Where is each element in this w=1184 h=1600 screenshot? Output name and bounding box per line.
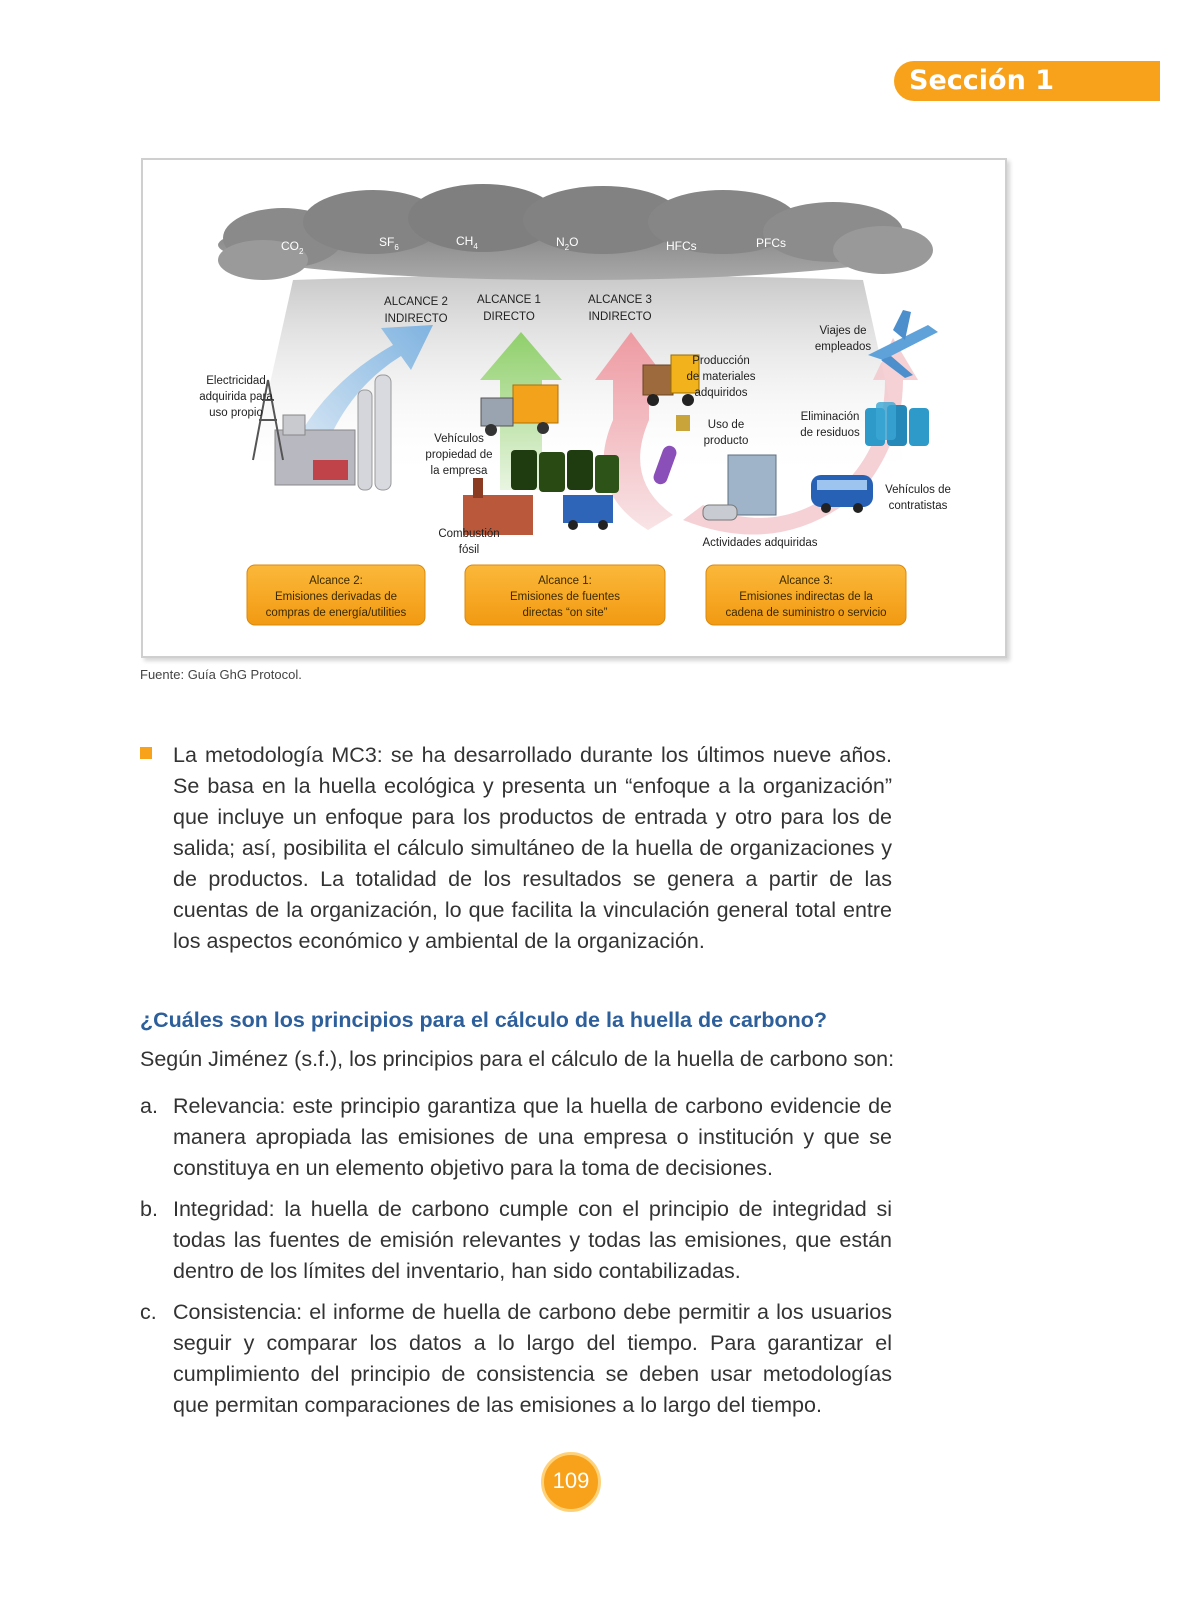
list-item <box>140 1091 892 1184</box>
bullet-square-icon <box>140 747 152 759</box>
scope1-arrow-label: ALCANCE 1 DIRECTO <box>477 294 541 323</box>
gas-co2: $CO_2$ <box>281 239 304 256</box>
waste-containers-illustration <box>865 402 929 446</box>
label-uso-producto: Uso de producto <box>703 419 749 447</box>
list-item <box>140 1297 892 1421</box>
intro-sentence: Según Jiménez (s.f.), los principios para el cálculo de la huella de carbono son: <box>140 1047 895 1071</box>
ghg-scopes-figure <box>141 158 1007 658</box>
scope3-box <box>706 565 906 625</box>
scope3-arrow-label: ALCANCE 3 INDIRECTO <box>588 294 652 323</box>
label-vehiculos-contratistas: Vehículos de contratistas <box>885 484 951 512</box>
scope2-box <box>247 565 425 625</box>
section-tab <box>894 61 1160 101</box>
label-combustion: Combustión fósil <box>438 528 500 556</box>
label-eliminacion: Eliminación de residuos <box>800 411 860 439</box>
gas-n2o: $N_2O$ <box>556 235 579 252</box>
page-number: 109 <box>541 1452 601 1512</box>
mc3-bullet <box>140 740 892 957</box>
list-marker: a. <box>140 1094 158 1118</box>
list-marker: b. <box>140 1197 158 1221</box>
label-viajes: Viajes de empleados <box>814 325 872 353</box>
list-marker: c. <box>140 1300 157 1324</box>
scope2-arrow-label: ALCANCE 2 INDIRECTO <box>384 296 448 325</box>
gas-pfcs: PFCs <box>756 236 786 250</box>
gas-ch4: $CH_4$ <box>456 234 478 251</box>
svg-text:Alcance 2:Emisiones derivadas: Alcance 2: Emisiones derivadas de compras de energía/utilities <box>265 575 407 619</box>
label-electricidad: Electricidad adquirida para uso propio <box>199 375 273 419</box>
list-item-text: Consistencia: el informe de huella de carbono debe permitir a los usuarios seguir y comparar los datos a lo largo del tiempo. Para garantizar el cumplimiento del principio de consistencia se deben usar metodologías que permitan comparaciones de las emisiones a lo largo del tiempo. <box>173 1300 892 1417</box>
list-item <box>140 1194 892 1287</box>
gas-cloud <box>218 184 933 280</box>
scope1-box <box>465 565 665 625</box>
section-label: Sección 1 <box>909 65 1054 96</box>
label-actividades: Actividades adquiridas <box>702 537 818 549</box>
list-item-text: Relevancia: este principio garantiza que la huella de carbono evidencie de manera apropiada las emisiones de una empresa o institución y que se constituya en un elemento objetivo para la toma de decisiones. <box>173 1094 892 1180</box>
section-heading: ¿Cuáles son los principios para el cálculo de la huella de carbono? <box>140 1008 827 1032</box>
mc3-paragraph: La metodología MC3: se ha desarrollado durante los últimos nueve años. Se basa en la huella ecológica y presenta un “enfoque a la organización” que incluye un enfoque para los productos de entrada y otro para los de salida; así, posibilita el cálculo simultáneo de la huella de organizaciones y de productos. La totalidad de los resultados se genera a partir de las cuentas de la organización, lo que facilita la vinculación general total entre los aspectos económico y ambiental de la organización. <box>173 743 892 953</box>
label-vehiculos-empresa: Vehículos propiedad de la empresa <box>425 433 493 477</box>
gas-sf6: $SF_6$ <box>379 235 399 252</box>
gas-hfcs: HFCs <box>666 239 697 253</box>
figure-source: Fuente: Guía GhG Protocol. <box>140 667 302 682</box>
label-produccion: Producción de materiales adquiridos <box>686 355 756 399</box>
list-item-text: Integridad: la huella de carbono cumple con el principio de integridad si todas las fuentes de emisión relevantes y todas las emisiones, que están dentro de los límites del inventario, han sido contabilizadas. <box>173 1197 892 1283</box>
svg-text:Alcance 1:Emisiones de fuentes: Alcance 1: Emisiones de fuentes directas “on site” <box>510 575 620 619</box>
principles-list <box>140 1091 892 1431</box>
svg-text:Alcance 3:Emisiones indirectas: Alcance 3: Emisiones indirectas de la cadena de suministro o servicio <box>725 575 887 619</box>
